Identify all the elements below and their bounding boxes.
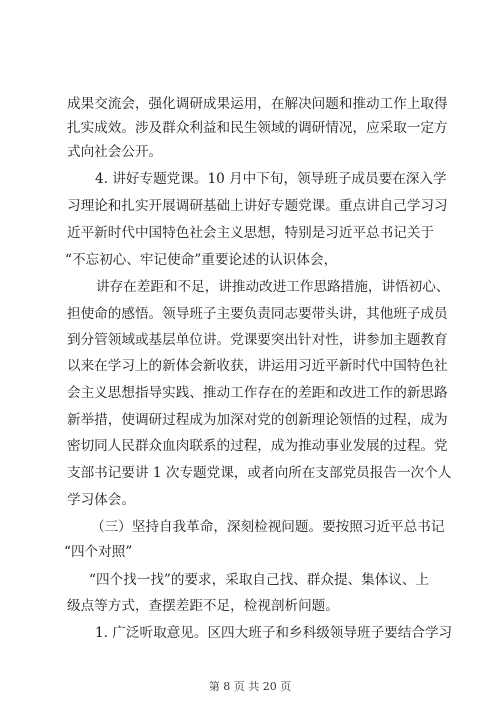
body-line-16: 学习体会。: [67, 492, 135, 508]
body-line-13: 新举措，使调研过程成为加深对党的创新理论领悟的过程，成为: [67, 412, 448, 428]
body-line-6: 近平新时代中国特色社会主义思想，特别是习近平总书记关于: [67, 225, 435, 241]
body-line-15: 支部书记要讲 1 次专题党课，或者向所在支部党员报告一次个人: [67, 465, 452, 481]
body-line-3: 式向社会公开。: [67, 144, 163, 160]
body-line-19: “四个找一找”的要求，采取自己找、群众提、集体议、上: [89, 572, 430, 588]
body-line-8: 讲存在差距和不足，讲推动改进工作思路措施，讲悟初心、: [96, 279, 450, 295]
page-number-footer: 第 8 页 共 20 页: [208, 680, 292, 693]
body-line-4: 4. 讲好专题党课。10 月中下旬，领导班子成员要在深入学: [95, 171, 447, 187]
body-line-20: 级点等方式，查摆差距不足，检视剖析问题。: [67, 598, 339, 614]
body-line-17: （三）坚持自我革命，深刻检视问题。要按照习近平总书记: [91, 519, 445, 535]
body-line-2: 扎实成效。涉及群众利益和民生领域的调研情况，应采取一定方: [67, 120, 448, 136]
body-line-12: 会主义思想指导实践、推动工作存在的差距和改进工作的新思路: [67, 385, 448, 401]
body-line-5: 习理论和扎实开展调研基础上讲好专题党课。重点讲自己学习习: [67, 198, 448, 214]
body-line-1: 成果交流会，强化调研成果运用，在解决问题和推动工作上取得: [67, 96, 448, 112]
body-line-10: 到分管领域或基层单位讲。党课要突出针对性，讲参加主题教育: [67, 332, 448, 348]
body-line-14: 密切同人民群众血肉联系的过程，成为推动事业发展的过程。党: [67, 438, 448, 454]
body-line-18: “四个对照”: [64, 544, 133, 560]
body-line-11: 以来在学习上的新体会新收获，讲运用习近平新时代中国特色社: [67, 358, 448, 374]
body-line-9: 担使命的感悟。领导班子主要负责同志要带头讲，其他班子成员: [67, 306, 448, 322]
body-line-21: 1. 广泛听取意见。区四大班子和乡科级领导班子要结合学习: [95, 625, 453, 641]
body-line-7: “不忘初心、牢记使命”重要论述的认识体会，: [65, 252, 338, 268]
